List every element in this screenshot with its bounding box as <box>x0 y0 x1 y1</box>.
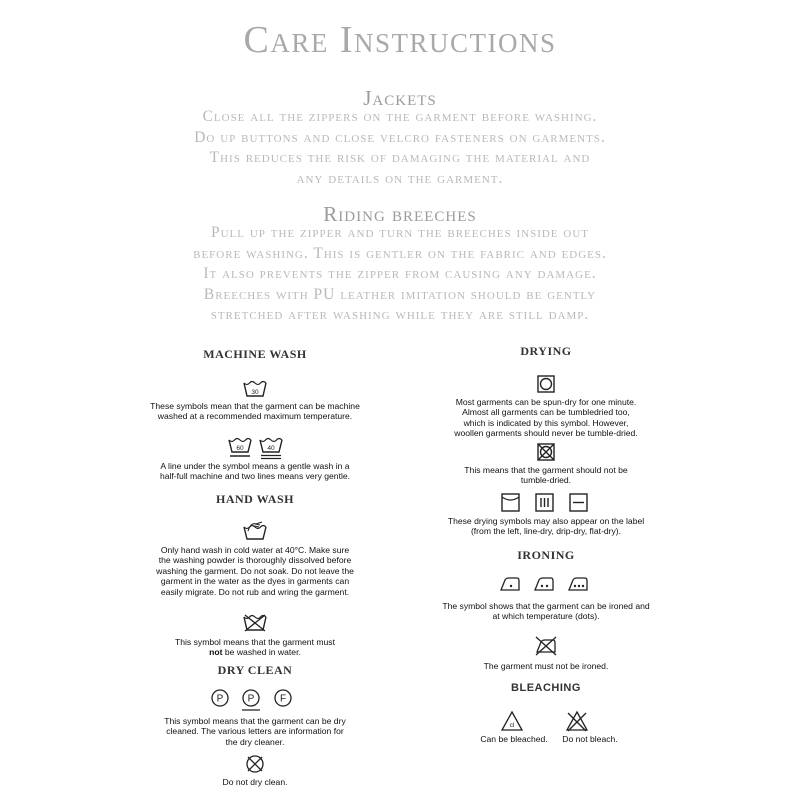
wash-temp-label: 30 <box>251 389 259 396</box>
line-dry-icon <box>502 494 519 511</box>
drying-heading: DRYING <box>520 344 572 358</box>
jackets-text <box>0 107 800 189</box>
do-not-wash-icon <box>243 614 267 632</box>
bleaching-heading: BLEACHING <box>511 682 581 694</box>
wash-temp-label: 60 <box>236 445 244 452</box>
do-not-iron-icon <box>535 636 557 656</box>
text-line: The symbol shows that the garment can be ironed and <box>442 601 650 611</box>
ironing-text <box>396 601 696 622</box>
dry-clean-text <box>105 716 405 747</box>
machine-wash-icon <box>243 380 267 398</box>
right-column <box>416 0 676 800</box>
do-not-dry-clean-icon <box>246 755 264 773</box>
text-line: This means that the garment should not be <box>464 465 628 475</box>
text-line <box>105 647 405 657</box>
iron-temperature-icons <box>499 575 595 593</box>
text-line: A line under the symbol means a gentle wash in a <box>160 461 350 471</box>
left-column <box>125 0 385 800</box>
dry-clean-letter: P <box>216 693 224 705</box>
do-not-bleach-text: Do not bleach. <box>562 734 618 744</box>
wash-temp-label: 40 <box>267 445 275 452</box>
dry-clean-heading: DRY CLEAN <box>217 663 293 677</box>
page-title: Care Instructions <box>243 19 557 61</box>
hand-wash-heading: HAND WASH <box>216 492 294 506</box>
text-line: washing the garment. Do not soak. Do not leave the <box>156 565 354 576</box>
text-line: the washing powder is thoroughly dissolved before <box>158 555 352 566</box>
gentle-wash-text <box>105 461 405 482</box>
hand-wash-text <box>105 545 405 597</box>
do-not-iron-text: The garment must not be ironed. <box>483 661 609 671</box>
drying-symbols <box>501 493 591 513</box>
text-line: cleaned. The various letters are information for <box>166 726 344 737</box>
dry-clean-letter: F <box>279 693 287 705</box>
dry-clean-p-gentle-icon <box>242 690 260 710</box>
machine-wash-heading: MACHINE WASH <box>203 347 307 361</box>
text-line: Most garments can be spun-dry for one minute. <box>455 397 637 407</box>
breeches-line: It also prevents the zipper from causing any damage. <box>203 265 597 282</box>
breeches-text <box>0 223 800 326</box>
iron-low-icon <box>501 578 519 590</box>
breeches-line: stretched after washing while they are still damp. <box>210 306 590 323</box>
jackets-line: Do up buttons and close velcro fasteners on garments. <box>194 128 606 146</box>
breeches-heading: Riding breeches <box>323 202 477 226</box>
text-line: at which temperature (dots). <box>492 611 600 622</box>
text-line: washed at a recommended maximum temperature. <box>157 411 353 422</box>
jackets-line: Close all the zippers on the garment before washing. <box>202 108 598 125</box>
hand-wash-icon <box>243 521 267 541</box>
text-line: tumble-dried. <box>520 475 572 486</box>
do-not-tumble-dry-icon <box>537 443 555 461</box>
do-not-dry-clean-text: Do not dry clean. <box>222 777 288 787</box>
can-bleach-icon <box>500 710 524 732</box>
breeches-line: Breeches with PU leather imitation should be gently <box>203 285 597 303</box>
drying-symbols-text <box>396 516 696 537</box>
text-line: the dry cleaner. <box>225 736 285 747</box>
text-line: Only hand wash in cold water at 40°C. Make sure <box>160 545 350 555</box>
jackets-line: any details on the garment. <box>296 169 504 187</box>
emphasis-not: not <box>209 647 223 658</box>
bleach-cl-mark: cl <box>509 722 515 729</box>
text-line: This symbol means that the garment can be dry <box>164 716 346 726</box>
text-line-rest: be washed in water. <box>222 647 301 658</box>
gentle-wash-icon <box>228 437 252 459</box>
text-line: half-full machine and two lines means very gentle. <box>159 471 351 482</box>
breeches-line: before washing. This is gentler on the fabric and edges. <box>193 244 607 262</box>
text-line: This symbol means that the garment must <box>174 637 335 647</box>
iron-medium-icon <box>535 578 553 590</box>
text-line: These symbols mean that the garment can be machine <box>150 401 360 411</box>
text-line: These drying symbols may also appear on the label <box>447 516 645 526</box>
text-line: (from the left, line-dry, drip-dry, flat-dry). <box>470 526 622 537</box>
very-gentle-wash-icon <box>259 437 283 461</box>
tumble-dry-icon <box>537 375 555 393</box>
do-not-bleach-icon <box>565 710 589 732</box>
dry-clean-letter: P <box>247 693 255 705</box>
jackets-line: This reduces the risk of damaging the material and <box>209 149 591 166</box>
text-line: easily migrate. Do not rub and wring the garment. <box>160 586 350 597</box>
can-bleach-text: Can be bleached. <box>480 734 548 744</box>
do-not-wash-text <box>105 637 405 658</box>
ironing-heading: IRONING <box>517 548 575 562</box>
iron-high-icon <box>569 578 587 590</box>
breeches-line: Pull up the zipper and turn the breeches inside out <box>210 224 590 241</box>
drying-text <box>396 397 696 439</box>
dry-clean-icons <box>211 689 301 713</box>
dry-clean-f-icon <box>275 690 291 706</box>
drip-dry-icon <box>536 494 553 511</box>
dry-clean-p-icon <box>212 690 228 706</box>
machine-wash-text <box>105 401 405 422</box>
text-line: which is indicated by this symbol. However, <box>463 417 629 428</box>
text-line: garment in the water as the dyes in garments can <box>160 576 350 587</box>
jackets-heading: Jackets <box>363 86 437 110</box>
flat-dry-icon <box>570 494 587 511</box>
text-line: woollen garments should never be tumble-dried. <box>454 428 638 439</box>
no-tumble-dry-text <box>396 465 696 486</box>
text-line: Almost all garments can be tumbledried too, <box>462 407 630 418</box>
